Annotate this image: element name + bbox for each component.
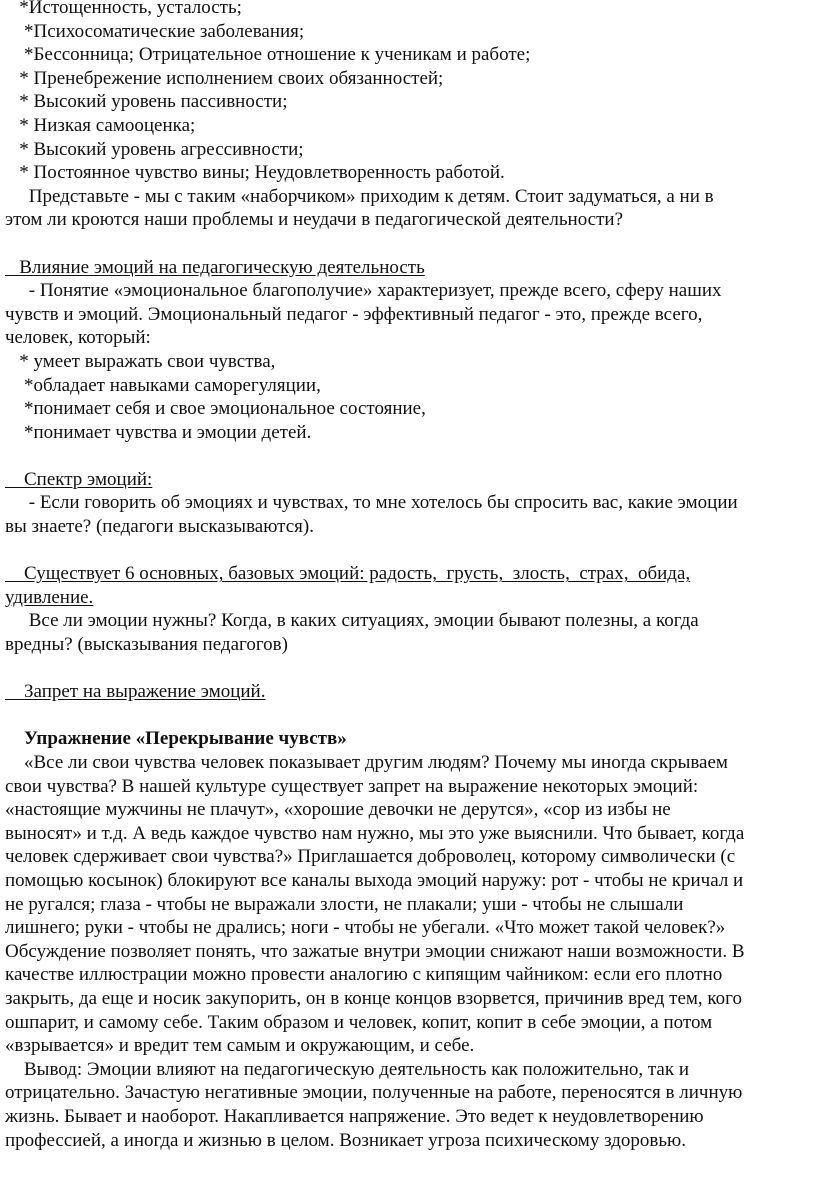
text-line: закрыть, да еще и носик закупорить, он в конце концов взорвется, причинив вред тем, кого — [5, 987, 742, 1009]
text-line: человек, который: — [5, 327, 151, 349]
text-line: профессией, а иногда и жизнью в целом. Возникает угроза психическому здоровью. — [5, 1129, 686, 1151]
text-line: ошпарит, и самому себе. Таким образом и человек, копит, копит в себе эмоции, а потом — [5, 1011, 713, 1033]
text-line: свои чувства? В нашей культуре существует запрет на выражение некоторых эмоций: — [5, 775, 699, 797]
text-line: - Понятие «эмоциональное благополучие» характеризует, прежде всего, сферу наших — [5, 280, 722, 302]
text-line: Все ли эмоции нужны? Когда, в каких ситуациях, эмоции бывают полезны, а когда — [5, 610, 699, 632]
basic-emotions-section — [5, 562, 806, 656]
symptom-item: *Истощенность, усталость; — [5, 0, 242, 18]
text-line: «настоящие мужчины не плачут», «хорошие девочки не дерутся», «сор из избы не — [5, 799, 671, 821]
text-line: лишнего; руки - чтобы не дрались; ноги - чтобы не убегали. «Что может такой человек?» — [5, 917, 726, 939]
ban-section — [5, 680, 806, 704]
text-line: вредны? (высказывания педагогов) — [5, 634, 288, 656]
spectrum-section — [5, 468, 806, 539]
exercise-section — [5, 727, 806, 1057]
symptom-item: *Психосоматические заболевания; — [5, 20, 305, 42]
symptom-item: * Пренебрежение исполнением своих обязанностей; — [5, 67, 444, 89]
text-line: этом ли кроются наши проблемы и неудачи в педагогической деятельности? — [5, 209, 624, 231]
text-line: Представьте - мы с таким «наборчиком» приходим к детям. Стоит задуматься, а ни в — [5, 185, 714, 207]
spacer — [5, 232, 806, 256]
text-line: человек сдерживает свои чувства?» Приглашается доброволец, которому символически (с — [5, 846, 736, 868]
text-line: помощью косынок) блокируют все каналы выхода эмоций наружу: рот - чтобы не кричал и — [5, 869, 744, 891]
symptom-item: *Бессонница; Отрицательное отношение к ученикам и работе; — [5, 44, 531, 66]
bullet-item: * умеет выражать свои чувства, — [5, 350, 276, 372]
section-heading-influence: Влияние эмоций на педагогическую деятельность — [5, 256, 425, 278]
text-line: отрицательно. Зачастую негативные эмоции, полученные на работе, переносятся в личную — [5, 1082, 743, 1104]
spacer — [5, 539, 806, 563]
text-line: Обсуждение позволяет понять, что зажатые внутри эмоции снижают наши возможности. В — [5, 940, 745, 962]
exercise-title: Упражнение «Перекрывание чувств» — [5, 728, 347, 750]
section-heading-spectrum: Спектр эмоций: — [5, 468, 153, 490]
spacer — [5, 657, 806, 681]
symptom-item: * Постоянное чувство вины; Неудовлетворенность работой. — [5, 162, 505, 184]
bullet-item: *обладает навыками саморегуляции, — [5, 374, 321, 396]
text-line: не ругался; глаза - чтобы не выражали злости, не плакали; уши - чтобы не слышали — [5, 893, 684, 915]
influence-section — [5, 256, 806, 445]
text-line: выносят» и т.д. А ведь каждое чувство нам нужно, мы это уже выяснили. Что бывает, когда — [5, 822, 745, 844]
text-line: «Все ли свои чувства человек показывает другим людям? Почему мы иногда скрываем — [5, 752, 728, 773]
symptom-list — [5, 0, 806, 185]
text-line: чувств и эмоций. Эмоциональный педагог - эффективный педагог - это, прежде всего, — [5, 303, 703, 325]
text-line: - Если говорить об эмоциях и чувствах, то мне хотелось бы спросить вас, какие эмоции — [5, 492, 738, 514]
bullet-item: *понимает себя и свое эмоциональное состояние, — [5, 398, 426, 420]
section-heading-ban: Запрет на выражение эмоций. — [5, 681, 266, 703]
spacer — [5, 704, 806, 728]
spacer — [5, 444, 806, 468]
symptom-item: * Низкая самооценка; — [5, 114, 196, 136]
text-line: «взрывается» и вредит тем самым и окружающим, и себе. — [5, 1035, 475, 1057]
text-line: качестве иллюстрации можно провести аналогию с кипящим чайником: если его плотно — [5, 964, 723, 986]
text-line: Вывод: Эмоции влияют на педагогическую деятельность как положительно, так и — [5, 1058, 689, 1080]
text-line: вы знаете? (педагоги высказываются). — [5, 516, 314, 538]
conclusion-section — [5, 1058, 806, 1152]
symptom-item: * Высокий уровень агрессивности; — [5, 138, 304, 160]
basic-emotions-statement: Существует 6 основных, базовых эмоций: радость, грусть, злость, страх, обида, — [5, 563, 691, 585]
bullet-item: *понимает чувства и эмоции детей. — [5, 421, 312, 443]
basic-emotions-statement: удивление. — [5, 586, 94, 608]
text-line: жизнь. Бывает и наоборот. Накапливается напряжение. Это ведет к неудовлетворению — [5, 1105, 704, 1127]
symptom-item: * Высокий уровень пассивности; — [5, 91, 288, 113]
imagine-paragraph — [5, 185, 806, 232]
